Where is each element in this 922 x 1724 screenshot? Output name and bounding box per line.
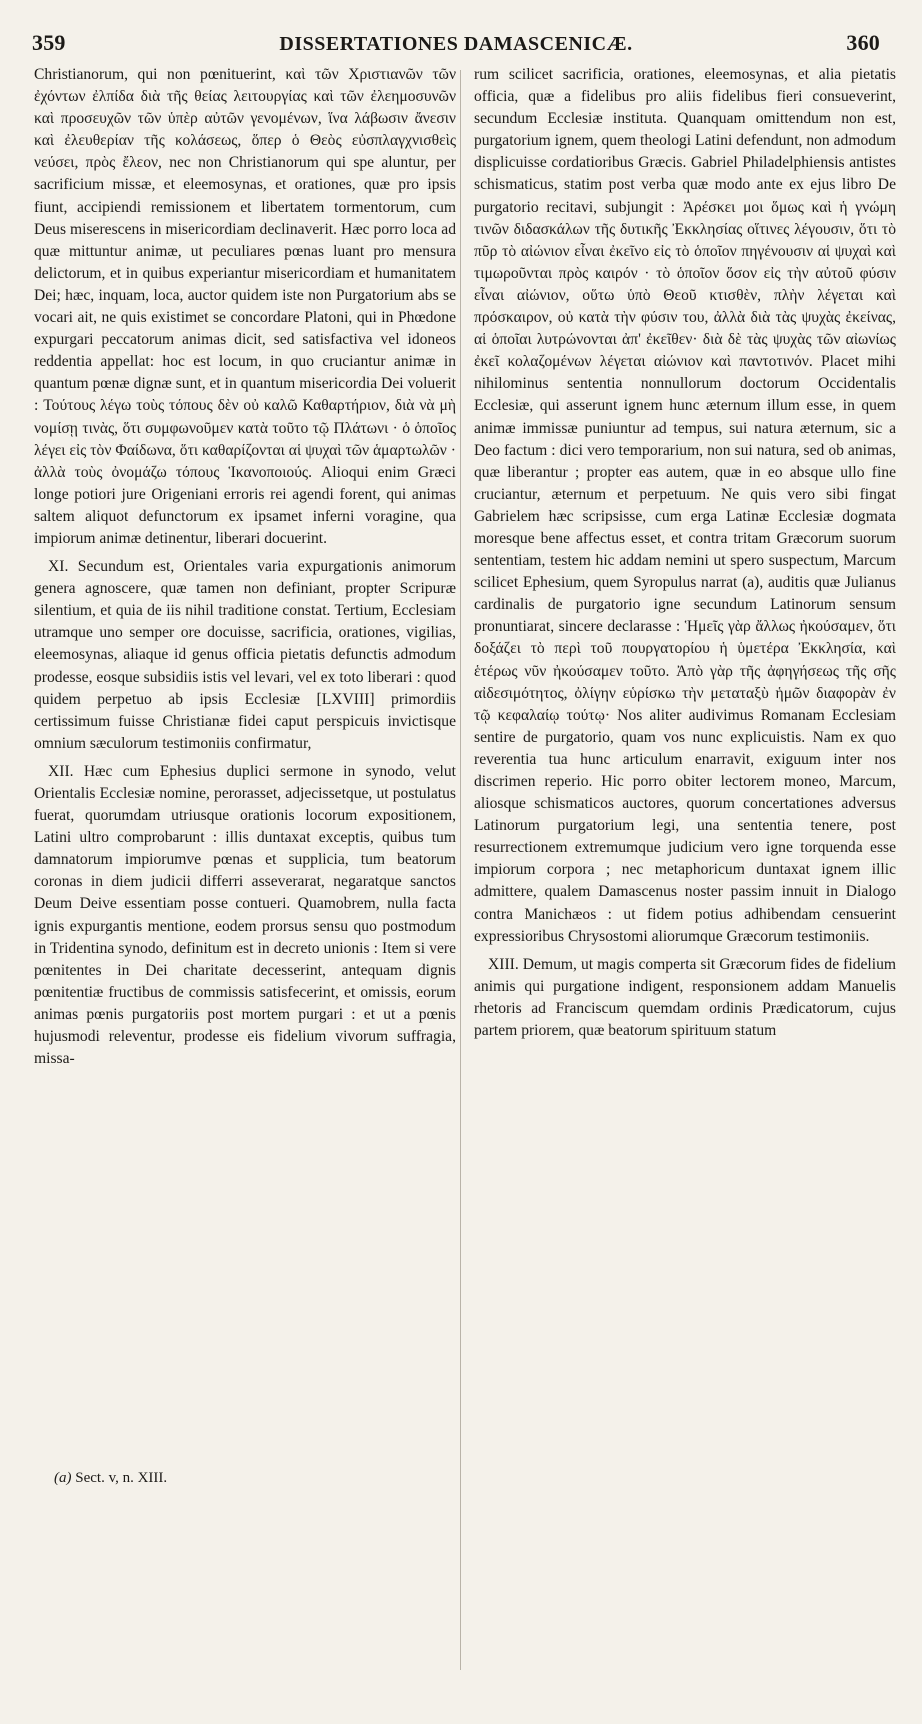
right-page-number: 360 — [846, 30, 880, 55]
footnote-text: Sect. v, n. XIII. — [75, 1470, 168, 1486]
paragraph: Christianorum, qui non pœnituerint, καὶ τῶν Χριστιανῶν τῶν ἐχόντων ἐλπίδα διὰ τῆς θείας λειτουργίας καὶ τῶν ἐλεημοσυνῶν καὶ προσευχῶν τῶν ὑπὲρ αὐτῶν γενομένων, ἵνα λάβωσιν ἄνεσιν καὶ ἐλευθερίαν τῆς κολάσεως, ὅπερ ὁ Θεὸς εὐσπλαγχνισθεὶς νεύσει, πρὸς ἔλεον, nec non Christianorum qui spe aluntur, per sacrificium missæ, et eleemosynas, et orationes, quæ pro ipsis fiunt, accipiendi remissionem et libertatem tormentorum, cum Deus miserescens in misericordiam declinaverit. Hæc porro loca ad quæ mittuntur animæ, ut peculiares pœnas luant pro mensura delictorum, et in quibus experiantur misericordiam et humanitatem Dei; hæc, inquam, loca, auctor quidem iste non Purgatorium abs se vocari ait, ne quis existimet se concordare Platoni, qui in Phœdone expurgari peccatorum animas dicit, sed satisfactiva vel idoneos reddentia appellat: hoc est locum, in quo cruciantur animæ in quantum pœnæ dignæ sunt, et in quantum misericordia Dei voluerit : Τούτους λέγω τοὺς τόπους δὲν οὐ καλῶ Καθαρτήριον, διὰ νὰ μὴ νομίσῃ τινὰς, ὅτι συμφωνοῦμεν κατὰ τοῦτο τῷ Πλάτωνι · ὁ ὁποῖος λέγει εἰς τὸν Φαίδωνα, ὅτι καθαρίζονται αἱ ψυχαὶ τῶν ἁμαρτωλῶν · ἀλλὰ τοὺς ὀνομάζω τόπους Ἱκανοποιούς. Alioqui enim Græci longe potiori jure Origeniani erroris rei agendi forent, qui animas saltem aliquot defunctorum ex ipsamet inferni voragine, qua impiorum animæ detinentur, liberari docuerint. — [34, 66, 456, 547]
footnote-marker: (a) — [54, 1470, 72, 1486]
right-column — [474, 64, 896, 1724]
footnote — [54, 1470, 167, 1487]
paragraph-section-xi: XI. Secundum est, Orientales varia expurgationis animorum genera agnoscere, quæ tamen non definiant, propter Scripuræ silentium, et quia de iis nihil traditione constat. Tertium, Ecclesiam utramque uno semper ore docuisse, sacrificia, orationes, vigilias, eleemosynas, aliaque id genus officia pietatis defunctis admodum prodesse, eosque subsidiis istis vel levari, vel ex toto liberari : quod quidem perpetuo ab ipsis Ecclesiæ [LXVIII] primordiis certissimum fuisse Christianæ fidei caput perspicuis invictisque omnium sæculorum testimoniis confirmatur, — [34, 558, 456, 752]
paragraph-section-xii: XII. Hæc cum Ephesius duplici sermone in synodo, velut Orientalis Ecclesiæ nomine, perorasset, adjecissetque, ut postulatus fuerat, quorumdam utriusque orationis locorum expositionem, Latini ultro comprobarunt : illis duntaxat exceptis, quibus tum damnatorum impiorumve pœnas et supplicia, tum beatorum coronas in diem judicii differri asseverarat, negaratque sanctos Deum Deive essentiam posse contueri. Quamobrem, nulla facta ignis expurgantis mentione, eodem prorsus sensu quo postmodum in Tridentina synodo, definitum est in decreto unionis : Item si vere pœnitentes in Dei charitate decesserint, antequam dignis pœnitentiæ fructibus de commissis satisfecerint, et omissis, eorum animas pœnis purgatoriis post mortem purgari : et ut a pœnis hujusmodi releventur, prodesse eis fidelium vivorum suffragia, missa- — [34, 762, 456, 1068]
running-header — [32, 30, 880, 62]
left-page-number: 359 — [32, 30, 66, 55]
paragraph: rum scilicet sacrificia, orationes, eleemosynas, et alia pietatis officia, quæ a fidelibus pro aliis fidelibus fieri consueverint, secundum Ecclesiæ instituta. Quanquam omittendum non est, purgatorium ignem, quem theologi Latini defendunt, non admodum displicuisse cordatioribus Græcis. Gabriel Philadelphiensis antistes schismaticus, statim post verba quæ modo ante ex ejus libro De purgatorio recitavi, subjungit : Ἀρέσκει μοι ὅμως καὶ ἡ γνώμη τινῶν διδασκάλων τῆς δυτικῆς Ἐκκλησίας οἵτινες λέγουσιν, ὅτι τὸ πῦρ τὸ αἰώνιον εἶναι ἐκεῖνο εἰς τὸ ὁποῖον πηγένουσιν αἱ ψυχαὶ καὶ τιμωροῦνται πρὸς καιρόν · τὸ ὁποῖον ὅσον εἰς τὴν αὐτοῦ φύσιν εἶναι αἰώνιον, οὕτω ὑπὸ Θεοῦ κτισθὲν, πλὴν λέγεται καὶ πρόσκαιρον, οὐ κατὰ τὴν φύσιν του, ἀλλὰ διὰ τὰς ψυχὰς ἐκείνας, αἱ ὁποῖαι λυτρώνονται ἀπ' ἐκεῖθεν· διὰ δὲ τὰς ψυχὰς τῶν αἰωνίως ἐκεῖ κολαζομένων λέγεται αἰώνιον καὶ παντοτινόν. Placet mihi nihilominus sententia nonnullorum doctorum Occidentalis Ecclesiæ, qui asserunt ignem hunc æternum illum esse, in quem animæ immissæ puniuntur ad tempus, sui natura æternum, sic a Deo factum : dici vero temporarium, non sui natura, sed ob animas, quæ liberantur ; propter eas autem, quæ in eo absque ullo fine cruciantur, æternum et perpetuum. Ne quis vero sibi fingat Gabrielem hæc scripsisse, cum erga Latinæ Ecclesiæ dogmata moresque bene affectus esset, et contra tritam Græcorum suorum sententiam, testem hic addam nemini ut spero suspectum, Marcum scilicet Ephesium, quem Syropulus narrat (a), auditis quæ Julianus cardinalis de purgatorio igne secundum Latinorum sensum pronuntiarat, sincere declarasse : Ἡμεῖς γὰρ ἄλλως ἠκούσαμεν, ὅτι δοξάζει τὸ περὶ τοῦ πουργατορίου ἡ ὑμετέρα Ἐκκλησία, καὶ ἑτέρως νῦν ἠκούσαμεν τοῦτο. Ἀπὸ γὰρ τῆς ἀφηγήσεως τῆς σῆς αἰδεσιμότητος, ὀλίγην εὑρίσκω τὴν μεταταξὺ ἡμῶν διαφορὰν ἐν τῷ κεφαλαίῳ τούτῳ· Nos aliter audivimus Romanam Ecclesiam sentire de purgatorio, quam vos nunc explicuistis. Nam ex quo reverentia tua hunc articulum enarravit, exiguum inter nos discrimen reperio. Hic porro obiter lectorem moneo, Marcum, aliosque schismaticos auctores, quorum concertationes adversus Latinorum purgatorium legi, una sententia tenere, post resurrectionem extremumque judicium vero igne torquenda esse impiorum corpora ; nec metaphoricum duntaxat ignem illic admittere, qualem Damascenus noster passim innuit in Dialogo contra Manichæos : ut fidem potius adhibendam censuerint expressioribus Chrysostomi aliorumque Græcorum testimoniis. — [474, 66, 896, 945]
running-title: DISSERTATIONES DAMASCENICÆ. — [279, 33, 633, 55]
paragraph-section-xiii: XIII. Demum, ut magis comperta sit Græcorum fides de fidelium animis qui purgatione indigent, responsionem addam Manuelis rhetoris ad Franciscum quemdam ordinis Prædicatorum, cujus partem priorem, quæ beatorum spirituum statum — [474, 955, 896, 1040]
